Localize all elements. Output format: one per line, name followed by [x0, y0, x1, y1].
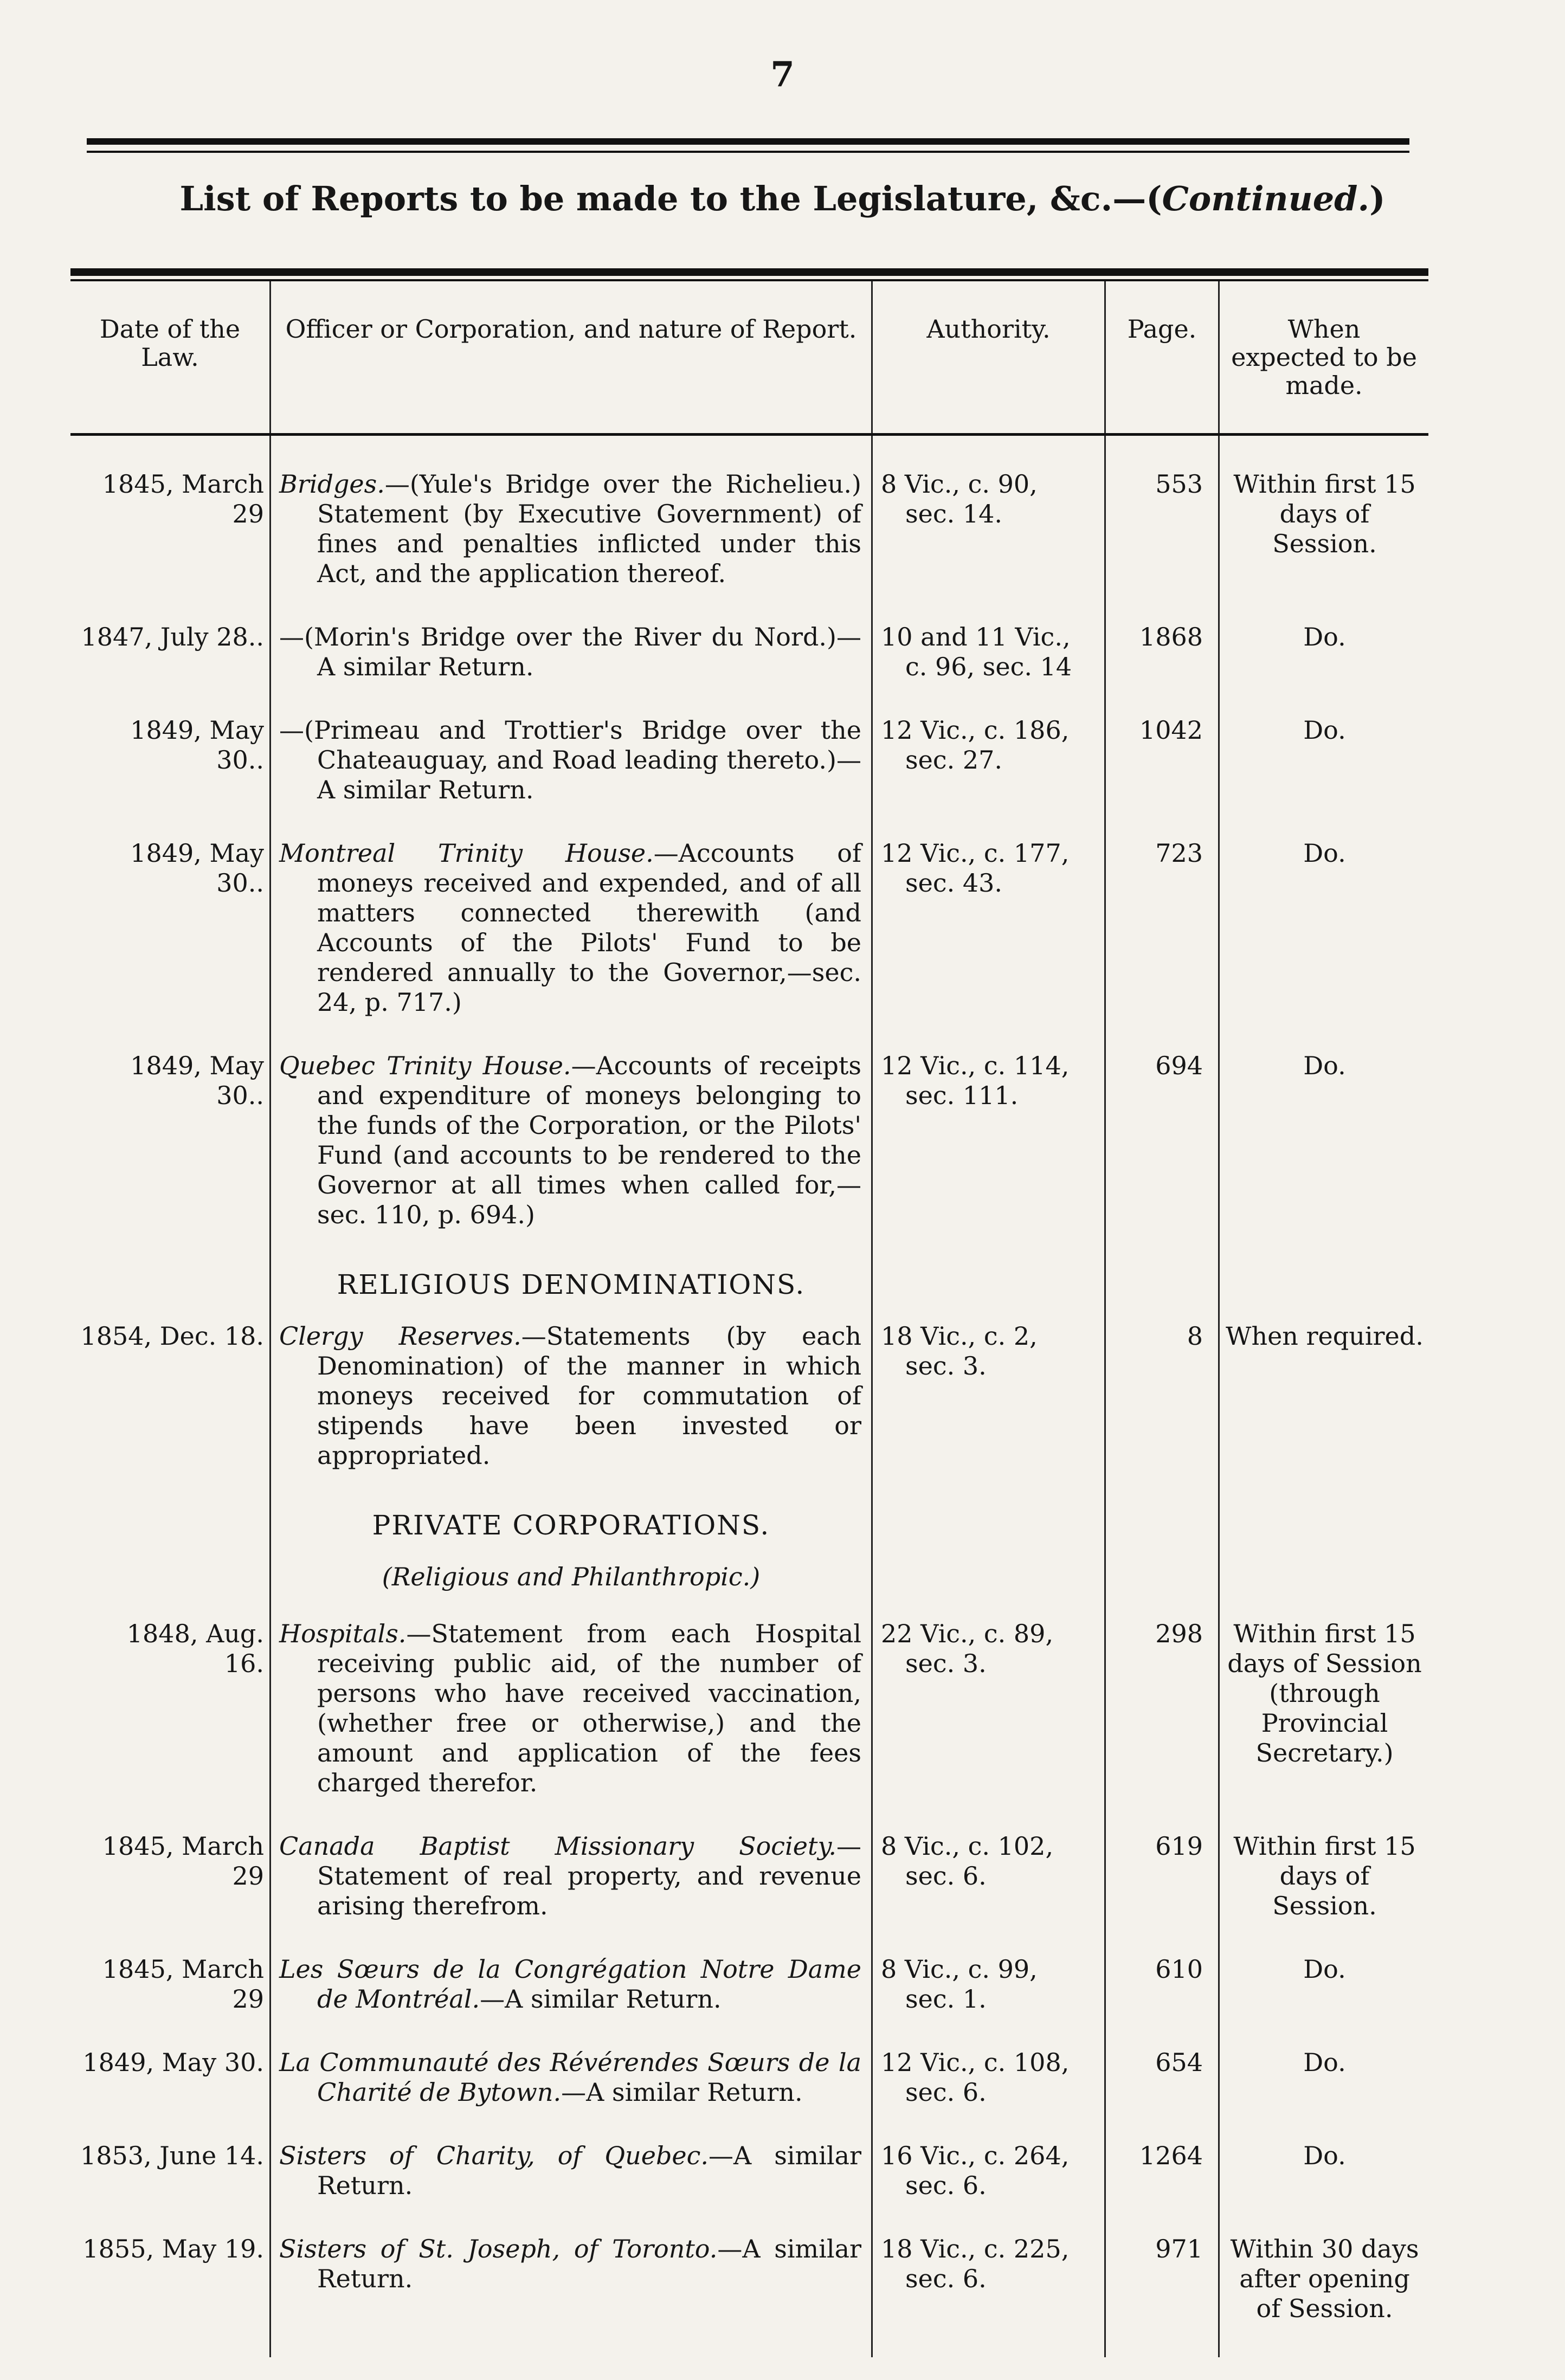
- row-date: 1853, June 14.: [70, 2141, 271, 2201]
- row-spacer: [873, 805, 1106, 839]
- row-spacer: [70, 682, 271, 715]
- row-officer: [271, 2048, 873, 2107]
- row-spacer: [70, 1017, 271, 1051]
- row-spacer: [873, 589, 1106, 622]
- row-when: Do.: [1303, 2141, 1346, 2170]
- row-spacer: [1220, 1017, 1428, 1051]
- section-spacer: [70, 1504, 271, 1562]
- section-private-corporations: PRIVATE CORPORATIONS.: [271, 1504, 873, 1562]
- row-officer-heading: Hospitals.: [279, 1619, 407, 1648]
- row-spacer: [1106, 1470, 1220, 1504]
- row-spacer: [873, 1470, 1106, 1504]
- row-authority: 18 Vic., c. 2, sec. 3.: [873, 1321, 1106, 1470]
- row-officer-text: —A similar Return.: [317, 2141, 861, 2200]
- section-religious-denominations: RELIGIOUS DENOMINATIONS.: [271, 1263, 873, 1321]
- row-spacer: [873, 2324, 1106, 2357]
- row-spacer: [70, 1798, 271, 1831]
- row-officer: [271, 715, 873, 805]
- row-when: When required.: [1226, 1321, 1424, 1351]
- row-spacer: [271, 682, 873, 715]
- row-spacer: [873, 682, 1106, 715]
- row-when: Within first 15 days of Session (through Provincial Secretary.): [1227, 1619, 1422, 1768]
- row-when: Do.: [1303, 839, 1346, 868]
- row-officer-heading: Sisters of Charity, of Quebec.: [279, 2141, 709, 2170]
- row-spacer: [70, 1470, 271, 1504]
- row-spacer: [271, 1921, 873, 1955]
- section-spacer: [1220, 1504, 1428, 1562]
- row-officer-heading: La Communauté des Révérendes Sœurs de la Charité de Bytown.: [279, 2048, 861, 2107]
- row-officer-heading: Canada Baptist Missionary Society.: [279, 1831, 836, 1861]
- row-page: 654: [1106, 2048, 1220, 2107]
- row-spacer: [1106, 2324, 1220, 2357]
- header-date: Date of the Law.: [70, 281, 271, 433]
- row-spacer: [70, 589, 271, 622]
- subsection-religious-philanthropic: (Religious and Philanthropic.): [271, 1562, 873, 1619]
- row-spacer: [70, 1230, 271, 1263]
- row-authority: 8 Vic., c. 102, sec. 6.: [873, 1831, 1106, 1921]
- row-spacer: [271, 1798, 873, 1831]
- row-when: Do.: [1303, 622, 1346, 652]
- row-when: Within first 15 days of Session.: [1233, 1831, 1416, 1920]
- section-spacer: [1106, 1562, 1220, 1619]
- row-officer: [271, 839, 873, 1017]
- row-authority: 12 Vic., c. 186, sec. 27.: [873, 715, 1106, 805]
- row-spacer: [1220, 682, 1428, 715]
- row-officer-text: —(Morin's Bridge over the River du Nord.)—A similar Return.: [279, 622, 861, 681]
- row-date: 1854, Dec. 18.: [70, 1321, 271, 1470]
- row-spacer: [1106, 1921, 1220, 1955]
- row-authority: 22 Vic., c. 89, sec. 3.: [873, 1619, 1106, 1798]
- row-spacer: [70, 2201, 271, 2234]
- row-officer-text: —A similar Return.: [317, 2234, 861, 2293]
- row-spacer: [1220, 2201, 1428, 2234]
- row-date: 1845, March 29: [70, 1955, 271, 2014]
- row-spacer: [271, 2324, 873, 2357]
- row-page: 694: [1106, 1051, 1220, 1230]
- row-officer-text: —Statement of real property, and revenue arising therefrom.: [317, 1831, 861, 1920]
- row-officer-text: —A similar Return.: [561, 2078, 803, 2107]
- row-officer-heading: Montreal Trinity House.: [279, 839, 654, 868]
- row-page: 553: [1106, 469, 1220, 589]
- row-authority: 12 Vic., c. 177, sec. 43.: [873, 839, 1106, 1017]
- row-spacer: [1220, 1230, 1428, 1263]
- row-spacer: [1220, 1470, 1428, 1504]
- header-rule-thick: [87, 138, 1409, 145]
- row-authority: 18 Vic., c. 225, sec. 6.: [873, 2234, 1106, 2324]
- row-spacer: [1106, 805, 1220, 839]
- row-spacer: [70, 436, 271, 469]
- row-spacer: [271, 2107, 873, 2141]
- section-spacer: [1220, 1562, 1428, 1619]
- row-date: 1849, May 30..: [70, 1051, 271, 1230]
- row-date: 1849, May 30.: [70, 2048, 271, 2107]
- row-when: Do.: [1303, 1051, 1346, 1080]
- row-spacer: [70, 1921, 271, 1955]
- page-title: [0, 179, 1565, 218]
- row-spacer: [1106, 2201, 1220, 2234]
- row-officer-text: —Accounts of moneys received and expended, and of all matters connected therewith (and Accounts of the Pilots' Fund to be rendered annually to the Governor,—sec. 24, p. 717.): [317, 839, 861, 1017]
- header-page: Page.: [1106, 281, 1220, 433]
- row-authority: 10 and 11 Vic., c. 96, sec. 14: [873, 622, 1106, 682]
- row-when: Do.: [1303, 2048, 1346, 2077]
- title-continued: Continued.: [1162, 179, 1370, 218]
- row-page: 971: [1106, 2234, 1220, 2324]
- header-when: When expected to be made.: [1231, 314, 1417, 400]
- header-rule-thin: [87, 151, 1409, 153]
- row-spacer: [271, 2201, 873, 2234]
- row-officer-text: —Statement from each Hospital receiving public aid, of the number of persons who have received vaccination, (whether free or otherwise,) and the amount and application of the fees charged therefor.: [317, 1619, 861, 1797]
- row-spacer: [1220, 2324, 1428, 2357]
- row-spacer: [1106, 589, 1220, 622]
- table-body: [70, 436, 1428, 2357]
- row-when: Do.: [1303, 715, 1346, 745]
- row-date: 1845, March 29: [70, 1831, 271, 1921]
- row-officer-heading: Les Sœurs de la Congrégation Notre Dame de Montréal.: [279, 1955, 861, 2014]
- row-page: 1042: [1106, 715, 1220, 805]
- row-officer: [271, 1051, 873, 1230]
- row-officer: [271, 1619, 873, 1798]
- row-officer: [271, 1321, 873, 1470]
- row-page: 619: [1106, 1831, 1220, 1921]
- table-top-rule: [70, 268, 1428, 276]
- row-officer-text: —(Yule's Bridge over the Richelieu.) Statement (by Executive Government) of fines and penalties inflicted under this Act, and the application thereof.: [317, 469, 861, 588]
- row-spacer: [1220, 1921, 1428, 1955]
- section-spacer: [873, 1504, 1106, 1562]
- section-spacer: [70, 1562, 271, 1619]
- row-when: Do.: [1303, 1955, 1346, 1984]
- header-officer: Officer or Corporation, and nature of Report.: [271, 281, 873, 433]
- row-spacer: [1106, 436, 1220, 469]
- row-spacer: [1106, 1017, 1220, 1051]
- row-officer-text: —A similar Return.: [480, 1984, 722, 2014]
- row-spacer: [1106, 682, 1220, 715]
- reports-table: [70, 268, 1428, 2357]
- section-spacer: [70, 1263, 271, 1321]
- row-date: 1845, March 29: [70, 469, 271, 589]
- row-page: 1868: [1106, 622, 1220, 682]
- row-spacer: [70, 2107, 271, 2141]
- row-spacer: [1220, 1798, 1428, 1831]
- row-officer-text: —(Primeau and Trottier's Bridge over the Chateauguay, and Road leading thereto.)—A similar Return.: [279, 715, 861, 804]
- row-spacer: [1220, 589, 1428, 622]
- title-close: ): [1369, 179, 1386, 218]
- row-officer-heading: Bridges.: [279, 469, 385, 499]
- row-authority: 8 Vic., c. 99, sec. 1.: [873, 1955, 1106, 2014]
- row-spacer: [873, 1798, 1106, 1831]
- row-date: 1849, May 30..: [70, 839, 271, 1017]
- row-spacer: [271, 589, 873, 622]
- row-officer: [271, 1955, 873, 2014]
- row-spacer: [873, 2201, 1106, 2234]
- row-spacer: [873, 1921, 1106, 1955]
- row-spacer: [1106, 1230, 1220, 1263]
- row-spacer: [873, 436, 1106, 469]
- row-spacer: [1220, 2014, 1428, 2048]
- row-officer-heading: Sisters of St. Joseph, of Toronto.: [279, 2234, 718, 2263]
- row-spacer: [271, 436, 873, 469]
- table-header-row: [70, 281, 1428, 436]
- row-spacer: [70, 2324, 271, 2357]
- page-number: 7: [770, 54, 795, 95]
- row-spacer: [873, 1017, 1106, 1051]
- row-authority: 16 Vic., c. 264, sec. 6.: [873, 2141, 1106, 2201]
- row-officer: [271, 622, 873, 682]
- section-spacer: [873, 1263, 1106, 1321]
- row-spacer: [873, 1230, 1106, 1263]
- section-spacer: [1220, 1263, 1428, 1321]
- row-date: 1847, July 28..: [70, 622, 271, 682]
- row-spacer: [1220, 436, 1428, 469]
- row-officer: [271, 2141, 873, 2201]
- row-spacer: [1106, 2014, 1220, 2048]
- row-authority: 12 Vic., c. 108, sec. 6.: [873, 2048, 1106, 2107]
- row-authority: 12 Vic., c. 114, sec. 111.: [873, 1051, 1106, 1230]
- row-spacer: [271, 1230, 873, 1263]
- row-officer-heading: Quebec Trinity House.: [279, 1051, 571, 1080]
- row-spacer: [873, 2107, 1106, 2141]
- row-spacer: [271, 1017, 873, 1051]
- row-when: Within 30 days after opening of Session.: [1230, 2234, 1419, 2323]
- row-spacer: [873, 2014, 1106, 2048]
- row-date: 1849, May 30..: [70, 715, 271, 805]
- row-spacer: [1106, 2107, 1220, 2141]
- row-officer-text: —Statements (by each Denomination) of the manner in which moneys received for commutation of stipends have been invested or appropriated.: [317, 1321, 861, 1470]
- row-spacer: [70, 2014, 271, 2048]
- row-spacer: [271, 2014, 873, 2048]
- row-page: 8: [1106, 1321, 1220, 1470]
- row-spacer: [1106, 1798, 1220, 1831]
- row-officer-text: —Accounts of receipts and expenditure of moneys belonging to the funds of the Corporation, or the Pilots' Fund (and accounts to be rendered to the Governor at all times when called for,—sec. 110, p. 694.): [317, 1051, 861, 1229]
- row-spacer: [1220, 2107, 1428, 2141]
- row-authority: 8 Vic., c. 90, sec. 14.: [873, 469, 1106, 589]
- row-when: Within first 15 days of Session.: [1233, 469, 1416, 558]
- row-page: 723: [1106, 839, 1220, 1017]
- section-spacer: [873, 1562, 1106, 1619]
- row-spacer: [70, 805, 271, 839]
- row-date: 1855, May 19.: [70, 2234, 271, 2324]
- row-spacer: [271, 1470, 873, 1504]
- row-page: 610: [1106, 1955, 1220, 2014]
- row-officer: [271, 2234, 873, 2324]
- row-page: 1264: [1106, 2141, 1220, 2201]
- row-officer: [271, 469, 873, 589]
- row-spacer: [271, 805, 873, 839]
- section-spacer: [1106, 1504, 1220, 1562]
- title-main: List of Reports to be made to the Legislature, &c.—(: [179, 179, 1162, 218]
- section-spacer: [1106, 1263, 1220, 1321]
- row-page: 298: [1106, 1619, 1220, 1798]
- row-date: 1848, Aug. 16.: [70, 1619, 271, 1798]
- row-officer-heading: Clergy Reserves.: [279, 1321, 521, 1351]
- row-spacer: [1220, 805, 1428, 839]
- header-authority: Authority.: [873, 281, 1106, 433]
- row-officer: [271, 1831, 873, 1921]
